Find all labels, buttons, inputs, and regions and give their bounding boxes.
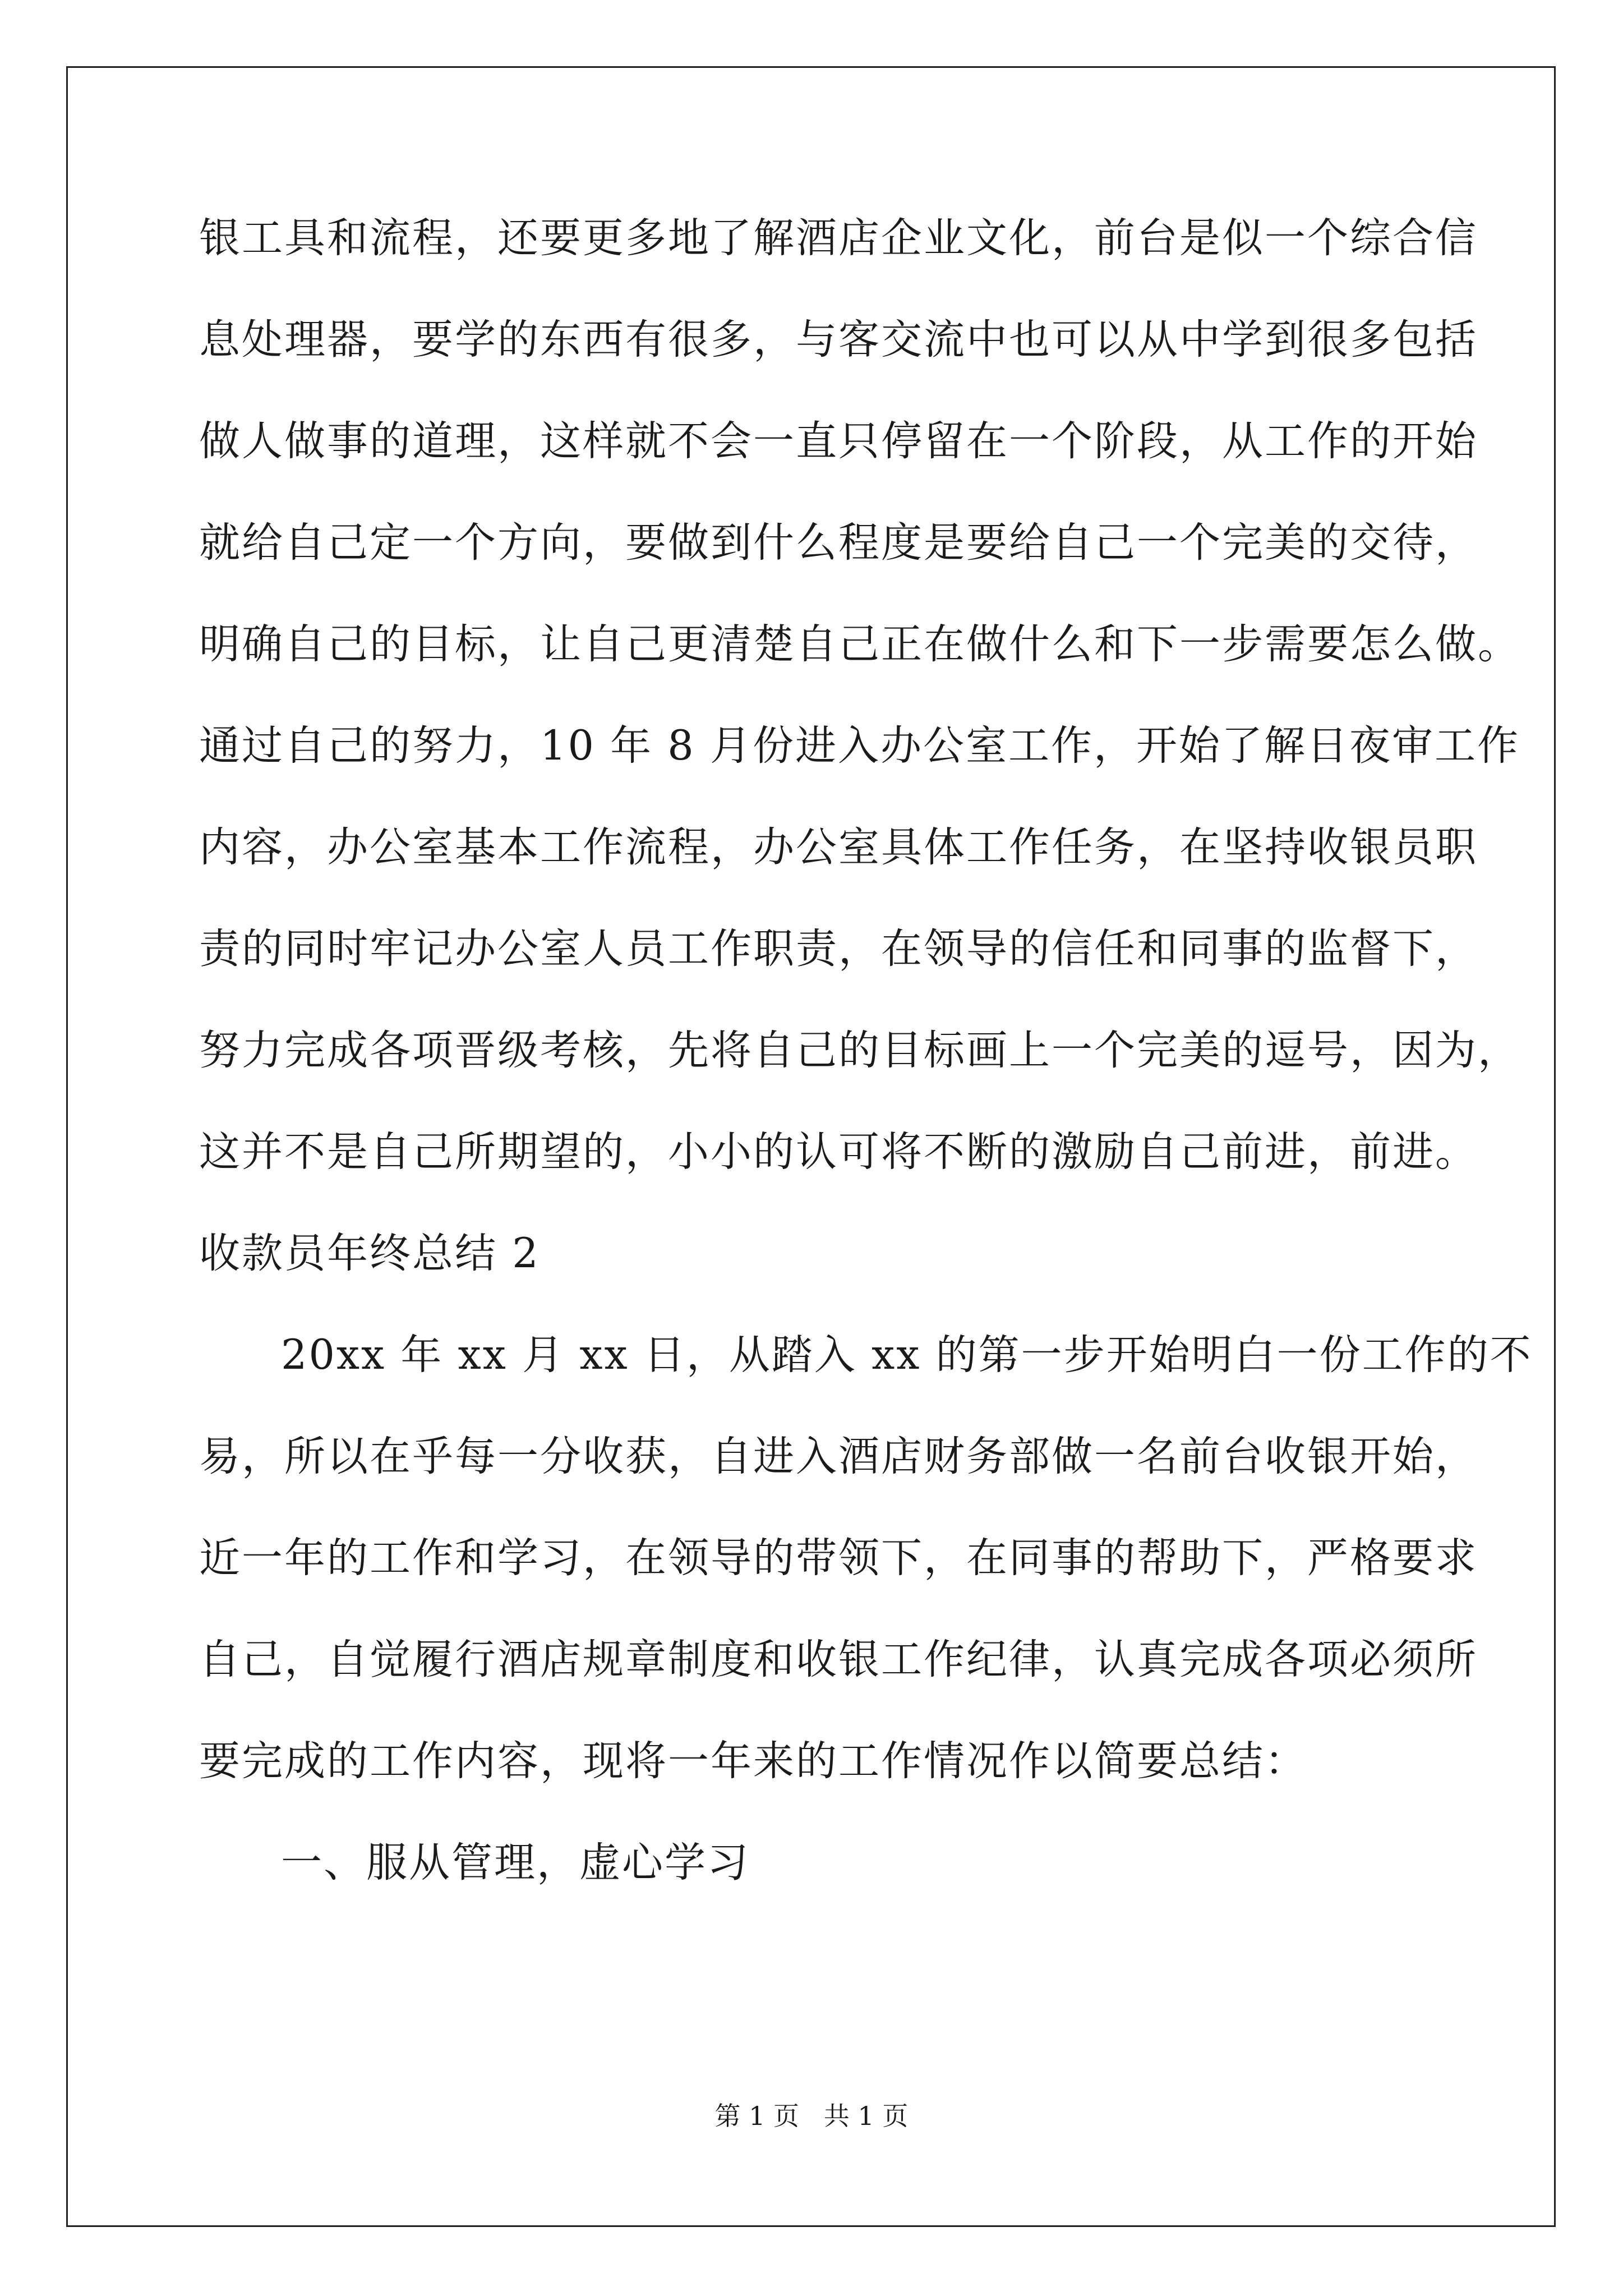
- text-line: 通过自己的努力，10 年 8 月份进入办公室工作，开始了解日夜审工作: [199, 722, 1520, 770]
- text-line: 近一年的工作和学习，在领导的带领下，在同事的帮助下，严格要求: [199, 1534, 1478, 1582]
- text-line: 易，所以在乎每一分收获，自进入酒店财务部做一名前台收银开始，: [199, 1433, 1478, 1480]
- text-line: 息处理器，要学的东西有很多，与客交流中也可以从中学到很多包括: [199, 316, 1478, 364]
- text-line: 做人做事的道理，这样就不会一直只停留在一个阶段，从工作的开始: [199, 417, 1478, 465]
- text-line: 自己，自觉履行酒店规章制度和收银工作纪律，认真完成各项必须所: [199, 1636, 1478, 1683]
- page-number: 第 1 页 共 1 页: [714, 2101, 909, 2131]
- text-line: 这并不是自己所期望的，小小的认可将不断的激励自己前进，前进。: [199, 1128, 1478, 1176]
- subsection-heading: 一、服从管理，虚心学习: [281, 1839, 750, 1887]
- text-line: 银工具和流程，还要更多地了解酒店企业文化，前台是似一个综合信: [199, 214, 1478, 262]
- text-line: 明确自己的目标，让自己更清楚自己正在做什么和下一步需要怎么做。: [199, 620, 1520, 668]
- text-line: 努力完成各项晋级考核，先将自己的目标画上一个完美的逗号，因为，: [199, 1027, 1520, 1074]
- text-line: 20xx 年 xx 月 xx 日，从踏入 xx 的第一步开始明白一份工作的不: [281, 1331, 1533, 1379]
- text-line: 就给自己定一个方向，要做到什么程度是要给自己一个完美的交待，: [199, 519, 1478, 567]
- text-line: 责的同时牢记办公室人员工作职责，在领导的信任和同事的监督下，: [199, 925, 1478, 973]
- text-line: 要完成的工作内容，现将一年来的工作情况作以简要总结：: [199, 1737, 1307, 1785]
- text-line: 内容，办公室基本工作流程，办公室具体工作任务，在坚持收银员职: [199, 823, 1478, 871]
- section-heading: 收款员年终总结 2: [199, 1230, 540, 1277]
